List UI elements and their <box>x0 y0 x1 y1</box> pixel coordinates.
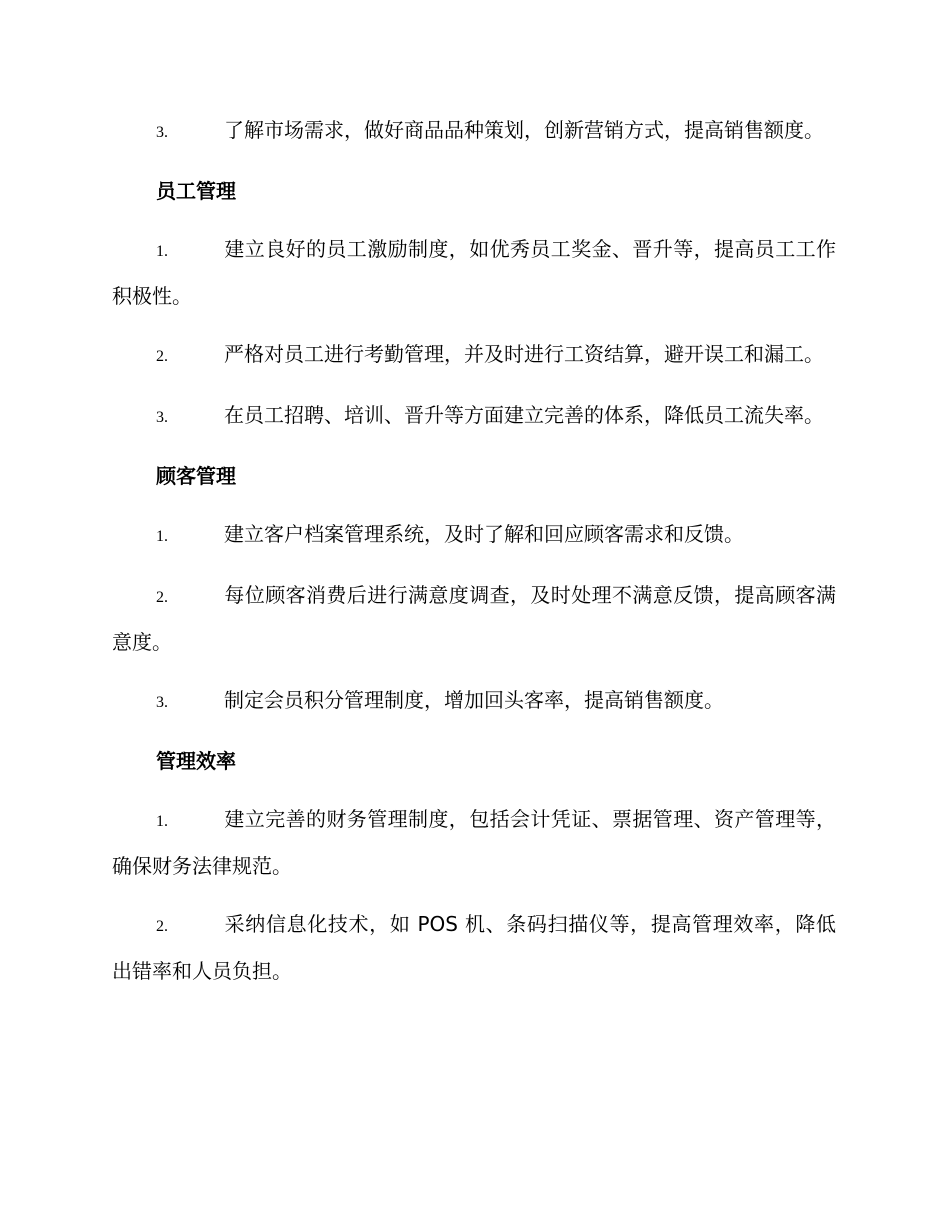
list-item-text: 在员工招聘、培训、晋升等方面建立完善的体系，降低员工流失率。 <box>224 403 824 427</box>
document-body <box>112 108 836 1007</box>
list-item-text: 严格对员工进行考勤管理，并及时进行工资结算，避开误工和漏工。 <box>224 342 824 366</box>
list-item-number: 3. <box>156 409 168 426</box>
list-item-text: 了解市场需求，做好商品品种策划，创新营销方式，提高销售额度。 <box>224 118 824 142</box>
list-item-text: 制定会员积分管理制度，增加回头客率，提高销售额度。 <box>224 688 724 712</box>
list-item-number: 1. <box>156 243 168 260</box>
list-item-number: 2. <box>156 348 168 365</box>
list-item-number: 1. <box>156 813 168 830</box>
list-item-text: 建立良好的员工激励制度，如优秀员工奖金、晋升等，提高员工工作积极性。 <box>112 237 836 308</box>
list-item-text: 建立完善的财务管理制度，包括会计凭证、票据管理、资产管理等，确保财务法律规范。 <box>112 807 836 878</box>
list-item <box>112 573 836 664</box>
section-heading-efficiency: 管理效率 <box>156 749 236 773</box>
list-item-number: 2. <box>156 918 168 935</box>
list-item <box>112 227 836 318</box>
list-item-number: 3. <box>156 124 168 141</box>
list-item-text: 每位顾客消费后进行满意度调查，及时处理不满意反馈，提高顾客满意度。 <box>112 583 836 654</box>
list-item-text: 建立客户档案管理系统，及时了解和回应顾客需求和反馈。 <box>224 522 744 546</box>
list-item <box>112 797 836 888</box>
list-item <box>112 512 836 559</box>
list-item-number: 1. <box>156 528 168 545</box>
section-heading-customer: 顾客管理 <box>156 464 236 488</box>
list-item-text: 采纳信息化技术，如 POS 机、条码扫描仪等，提高管理效率，降低出错率和人员负担。 <box>112 912 836 983</box>
list-item <box>112 678 836 725</box>
list-item <box>112 393 836 440</box>
list-item <box>112 332 836 379</box>
list-item <box>112 108 836 155</box>
list-item-number: 2. <box>156 589 168 606</box>
list-item <box>112 902 836 993</box>
list-item-number: 3. <box>156 694 168 711</box>
section-heading-staff: 员工管理 <box>156 179 236 203</box>
